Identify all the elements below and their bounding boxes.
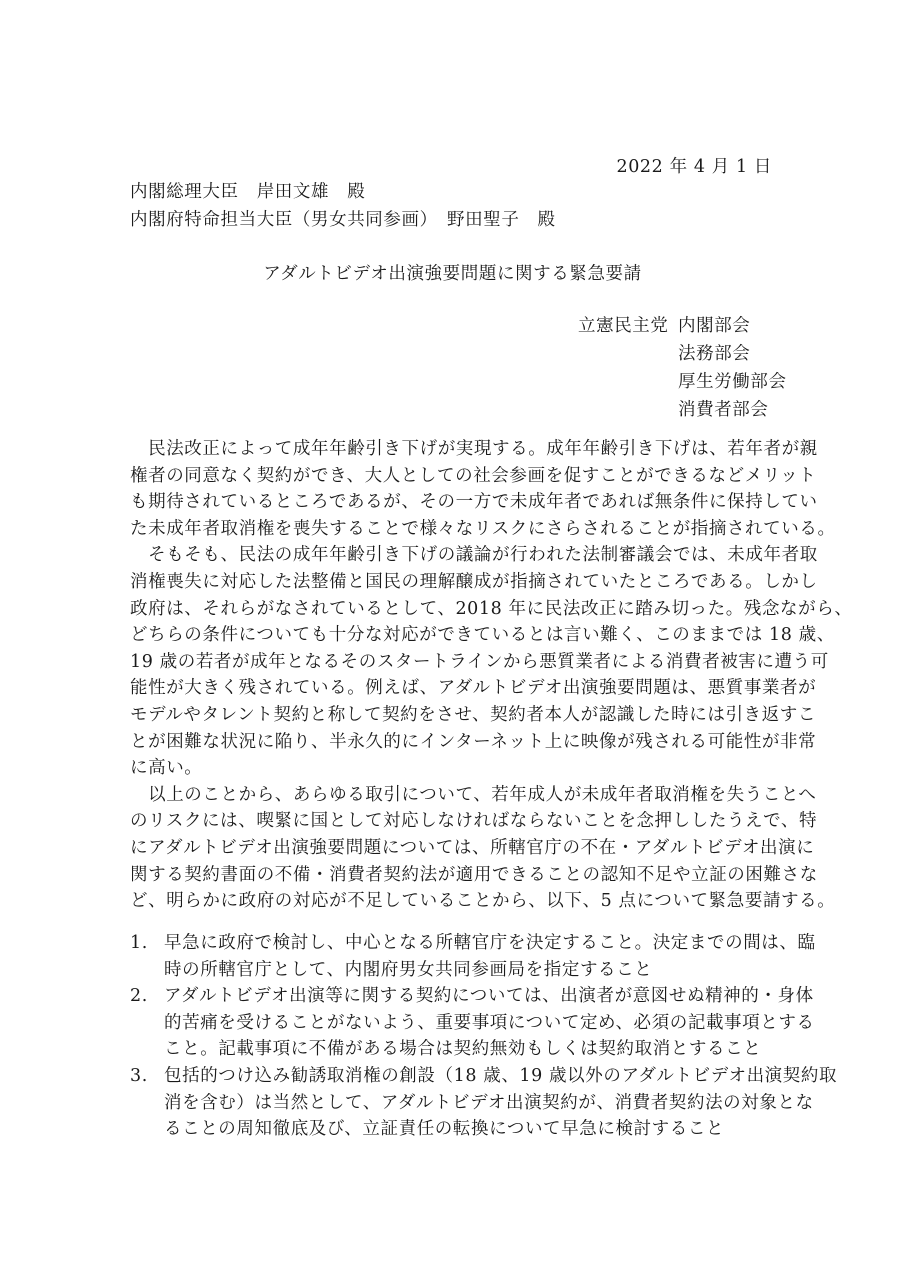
- request-line: こと。記載事項に不備がある場合は契約無効もしくは契約取消とすること: [164, 1039, 762, 1060]
- request-number: 1.: [130, 933, 148, 953]
- sender-row: [578, 368, 787, 396]
- body-line: モデルやタレント契約と称して契約をさせ、契約者本人が認識した時には引き返すこ: [130, 704, 816, 725]
- body-line: 19 歳の若者が成年となるそのスタートラインから悪質業者による消費者被害に遭う可: [130, 651, 829, 672]
- sender-row: [578, 340, 787, 368]
- document-title: アダルトビデオ出演強要問題に関する緊急要請: [263, 264, 642, 284]
- body-line: 消権喪失に対応した法整備と国民の理解醸成が指摘されていたところである。しかし: [130, 571, 818, 592]
- request-line: ることの周知徹底及び、立証責任の転換について早急に検討すること: [164, 1119, 725, 1140]
- request-item: [130, 930, 816, 983]
- body-line: にアダルトビデオ出演強要問題については、所轄官庁の不在・アダルトビデオ出演に: [130, 837, 815, 858]
- body-text: [130, 436, 853, 915]
- sender-party: 立憲民主党: [578, 316, 669, 336]
- sender-committee: 厚生労働部会: [678, 372, 787, 392]
- request-item: [130, 1063, 838, 1143]
- recipients-block: [130, 178, 556, 234]
- body-line: ど、明らかに政府の対応が不足していることから、以下、5 点について緊急要請する。: [130, 891, 836, 912]
- body-line: に高い。: [130, 758, 203, 779]
- request-line: 包括的つけ込み勧誘取消権の創設（18 歳、19 歳以外のアダルトビデオ出演契約取: [164, 1065, 838, 1086]
- body-line: とが困難な状況に陥り、半永久的にインターネット上に映像が残される可能性が非常: [130, 731, 817, 752]
- request-number: 2.: [130, 986, 148, 1007]
- request-list: [130, 930, 838, 1143]
- recipient-prime-minister: 内閣総理大臣 岸田文雄 殿: [130, 182, 366, 202]
- body-line: も期待されているところであるが、その一方で未成年者であれば無条件に保持してい: [130, 492, 818, 513]
- body-line: そもそも、民法の成年年齢引き下げの議論が行われた法制審議会では、未成年者取: [130, 545, 818, 566]
- request-item: [130, 983, 815, 1063]
- request-line: アダルトビデオ出演等に関する契約については、出演者が意図せぬ精神的・身体: [164, 986, 814, 1007]
- body-line: 民法改正によって成年年齢引き下げが実現する。成年年齢引き下げは、若年者が親: [130, 439, 818, 459]
- request-line: 消を含む）は当然として、アダルトビデオ出演契約が、消費者契約法の対象とな: [164, 1092, 814, 1113]
- document-date: 2022 年 4 月 1 日: [616, 157, 772, 177]
- body-line: どちらの条件についても十分な対応ができているとは言い難く、このままでは 18 歳、: [130, 625, 835, 646]
- sender-row: [578, 396, 787, 424]
- sender-block: [578, 312, 787, 424]
- body-line: のリスクには、喫緊に国として対応しなければならないことを念押ししたうえで、特: [130, 811, 818, 832]
- request-line: 早急に政府で検討し、中心となる所轄官庁を決定すること。決定までの間は、臨: [164, 933, 816, 953]
- body-line: 政府は、それらがなされているとして、2018 年に民法改正に踏み切った。残念ながら、: [130, 598, 853, 619]
- sender-committee: 法務部会: [678, 344, 751, 364]
- body-line: た未成年者取消権を喪失することで様々なリスクにさらされることが指摘されている。: [130, 518, 836, 539]
- request-number: 3.: [130, 1065, 148, 1086]
- sender-committee: 内閣部会: [678, 316, 751, 336]
- sender-committee: 消費者部会: [678, 400, 769, 420]
- body-line: 以上のことから、あらゆる取引について、若年成人が未成年者取消権を失うことへ: [130, 784, 817, 805]
- recipient-special-minister: 内閣府特命担当大臣（男女共同参画） 野田聖子 殿: [130, 210, 556, 230]
- body-line: 関する契約書面の不備・消費者契約法が適用できることの認知不足や立証の困難さな: [130, 864, 818, 885]
- request-line: 時の所轄官庁として、内閣府男女共同参画局を指定すること: [164, 959, 653, 980]
- sender-row: [578, 312, 787, 340]
- body-line: 権者の同意なく契約ができ、大人としての社会参画を促すことができるなどメリット: [130, 465, 817, 486]
- body-line: 能性が大きく残されている。例えば、アダルトビデオ出演強要問題は、悪質事業者が: [130, 678, 817, 699]
- request-line: 的苦痛を受けることがないよう、重要事項について定め、必須の記載事項とする: [164, 1012, 815, 1033]
